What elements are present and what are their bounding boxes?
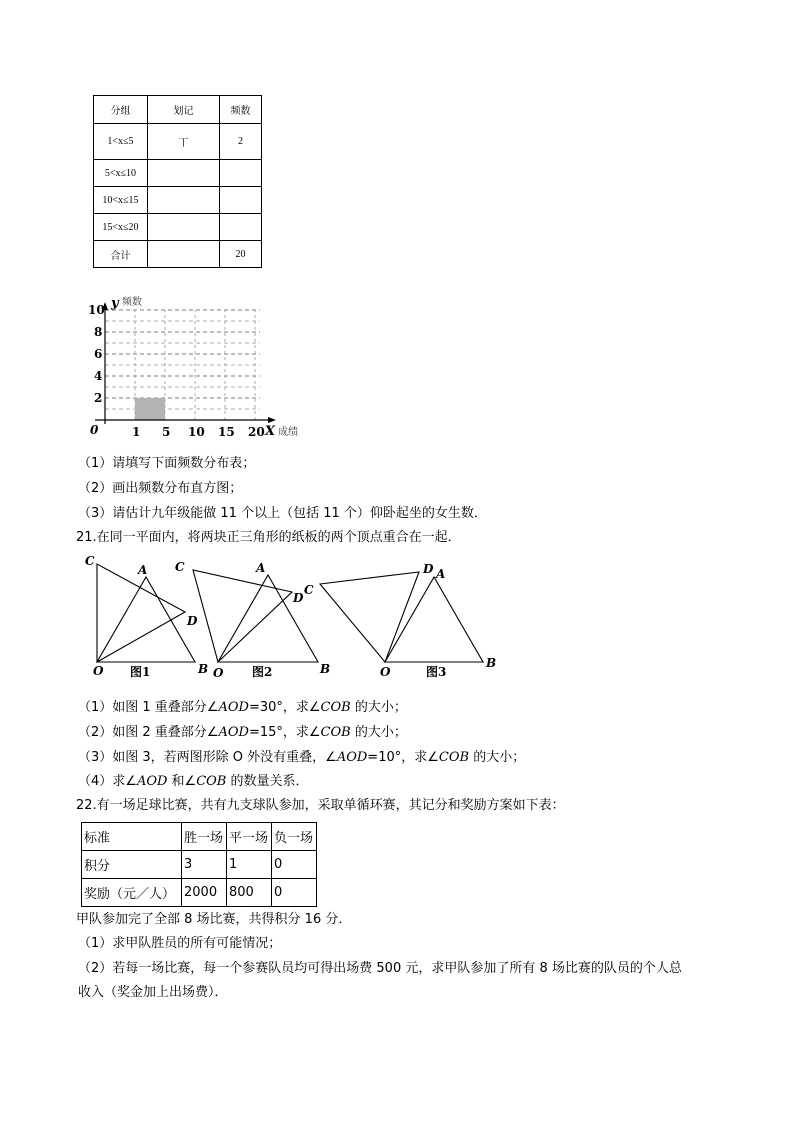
q21-part2: （2）如图 2 重叠部分∠AOD=15°，求∠COB 的大小； [78, 725, 407, 740]
x-tick-label: 10 [188, 425, 205, 439]
freq-cell-tally [148, 214, 220, 241]
label-o-fig1: O [93, 664, 104, 678]
q21-stem: 21.在同一平面内，将两块正三角形的纸板的两个顶点重合在一起． [76, 530, 461, 545]
label-a-fig3: A [436, 567, 446, 581]
q22-part2-line2: 收入（奖金加上出场费）． [78, 985, 228, 1000]
freq-cell-group: 15<x≤20 [94, 214, 148, 241]
freq-cell-count [220, 187, 262, 214]
x-tick-label: 1 [132, 425, 141, 439]
q22-info: 甲队参加完了全部 8 场比赛，共得积分 16 分． [76, 912, 352, 927]
q20-part3: （3）请估计九年级能做 11 个以上（包括 11 个）仰卧起坐的女生数． [78, 506, 487, 521]
freq-cell-group: 10<x≤15 [94, 187, 148, 214]
freq-cell-count [220, 160, 262, 187]
label-a-fig2: A [256, 561, 266, 575]
table-row [94, 124, 262, 160]
y-axis-label: 频数 [122, 297, 142, 308]
x-axis-arrow [268, 417, 276, 423]
score-table [81, 822, 317, 907]
q21-figures [80, 552, 510, 682]
freq-header-group: 分组 [94, 96, 148, 124]
y-axis-symbol: y [111, 296, 119, 311]
label-d-fig3: D [423, 562, 434, 576]
score-cell: 800 [227, 879, 272, 907]
freq-header-count: 频数 [220, 96, 262, 124]
q22-part2-line1: （2）若每一场比赛，每一个参赛队员均可得出场费 500 元，求甲队参加了所有 8 场比赛的队员的个人总 [78, 961, 682, 976]
triangle-oab-fig3 [385, 577, 483, 662]
freq-cell-group: 5<x≤10 [94, 160, 148, 187]
frequency-histogram [80, 290, 320, 445]
histogram-bar [135, 398, 165, 420]
score-cell: 2000 [182, 879, 227, 907]
figure-2 [193, 570, 318, 662]
score-header: 胜一场 [182, 823, 227, 851]
label-o-fig3: O [380, 665, 391, 679]
q21-part1: （1）如图 1 重叠部分∠AOD=30°，求∠COB 的大小； [78, 700, 407, 715]
score-header: 负一场 [272, 823, 317, 851]
score-header: 标准 [82, 823, 182, 851]
figure-3 [320, 572, 483, 662]
freq-header-tally: 划记 [148, 96, 220, 124]
label-o-fig2: O [213, 666, 224, 680]
x-tick-label: 5 [162, 425, 171, 439]
x-tick-label: 20 [248, 425, 265, 439]
triangle-ocd-fig3 [320, 572, 419, 662]
score-cell: 0 [272, 879, 317, 907]
caption-fig1: 图1 [130, 665, 151, 679]
triangle-ocd-fig2 [193, 570, 292, 662]
table-row [82, 879, 317, 907]
q20-part2: （2）画出频数分布直方图； [78, 481, 243, 496]
label-a-fig1: A [138, 563, 148, 577]
caption-fig2: 图2 [252, 665, 273, 679]
score-header: 平一场 [227, 823, 272, 851]
x-axis-label: 成绩 [278, 427, 298, 438]
triangle-oab-fig2 [218, 575, 318, 662]
figure-1 [97, 564, 195, 662]
freq-cell-group: 1<x≤5 [94, 124, 148, 160]
y-tick-label: 6 [94, 347, 103, 361]
chart-grid [105, 310, 260, 420]
triangle-ocd-fig1 [97, 564, 185, 662]
score-cell: 积分 [82, 851, 182, 879]
y-tick-label: 10 [88, 303, 105, 317]
q22-part1: （1）求甲队胜员的所有可能情况； [78, 936, 282, 951]
table-row [94, 187, 262, 214]
q20-part1: （1）请填写下面频数分布表； [78, 456, 256, 471]
label-d-fig1: D [187, 614, 198, 628]
q22-stem: 22.有一场足球比赛，共有九支球队参加，采取单循环赛，其记分和奖励方案如下表： [76, 798, 565, 813]
q21-part4: （4）求∠AOD 和∠COB 的数量关系． [78, 774, 309, 789]
origin-label: 0 [90, 423, 99, 437]
label-b-fig2: B [320, 662, 331, 676]
freq-cell-count: 20 [220, 241, 262, 268]
score-cell: 奖励（元／人） [82, 879, 182, 907]
freq-cell-tally: 丅 [148, 124, 220, 160]
freq-cell-tally [148, 241, 220, 268]
freq-cell-tally [148, 160, 220, 187]
label-b-fig1: B [198, 662, 209, 676]
table-row [94, 241, 262, 268]
freq-cell-count [220, 214, 262, 241]
freq-cell-count: 2 [220, 124, 262, 160]
label-d-fig2: D [293, 591, 304, 605]
label-c-fig1: C [85, 554, 95, 568]
q21-part3: （3）如图 3，若两图形除 O 外没有重叠，∠AOD=10°，求∠COB 的大小； [78, 750, 526, 765]
freq-cell-tally [148, 187, 220, 214]
score-cell: 1 [227, 851, 272, 879]
freq-cell-group: 合计 [94, 241, 148, 268]
triangle-oab-fig1 [97, 577, 195, 662]
score-cell: 3 [182, 851, 227, 879]
x-axis-symbol: X [265, 424, 276, 439]
label-b-fig3: B [486, 656, 497, 670]
table-row [82, 851, 317, 879]
table-row [94, 160, 262, 187]
label-c-fig2: C [175, 560, 185, 574]
y-tick-label: 8 [94, 325, 103, 339]
score-cell: 0 [272, 851, 317, 879]
label-c-fig3: C [304, 583, 314, 597]
x-tick-label: 15 [218, 425, 235, 439]
caption-fig3: 图3 [426, 665, 447, 679]
frequency-table [93, 95, 262, 268]
y-tick-label: 2 [94, 391, 103, 405]
table-row [94, 214, 262, 241]
y-tick-label: 4 [94, 369, 103, 383]
